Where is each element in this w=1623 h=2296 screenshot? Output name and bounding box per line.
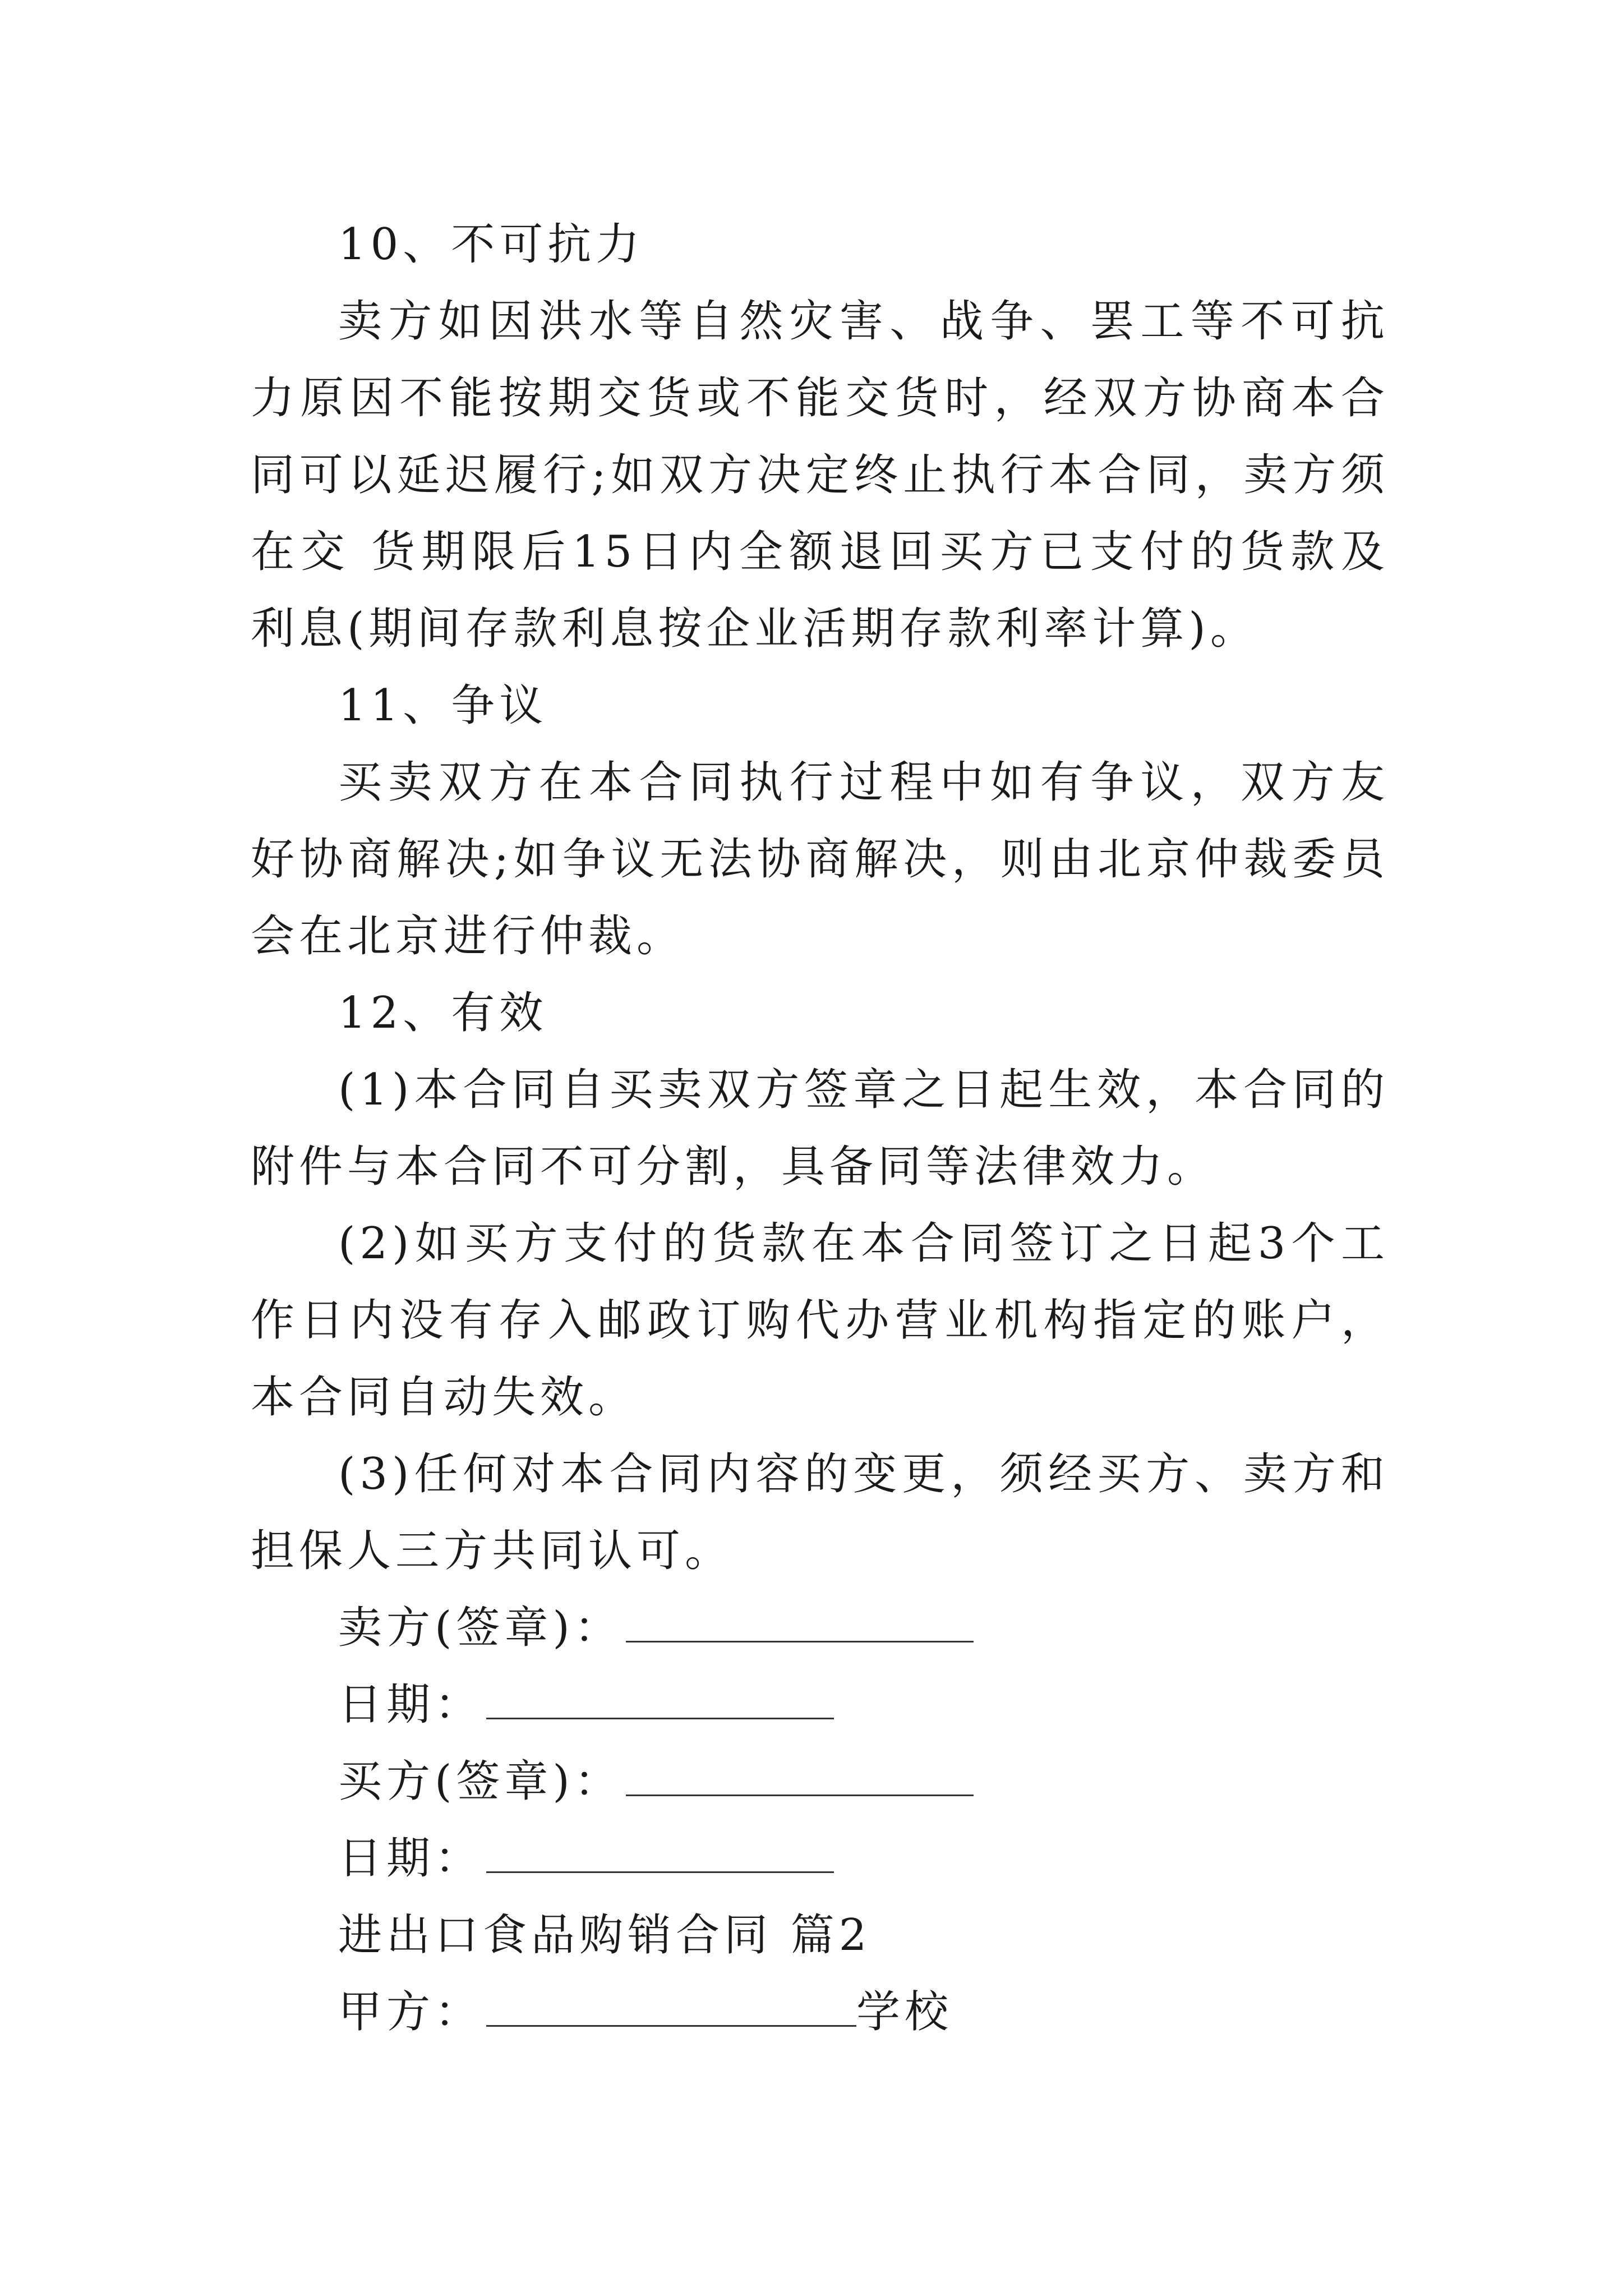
document-content: [251, 206, 1389, 2051]
buyer-signature-line: [251, 1743, 1389, 1820]
section-12-heading: 12、有效: [338, 988, 548, 1038]
buyer-signature-blank: [626, 1751, 974, 1796]
section-11-body: 买卖双方在本合同执行过程中如有争议，双方友好协商解决;如争议无法协商解决，则由北京仲裁委员会在北京进行仲裁。: [251, 757, 1389, 961]
buyer-signature-label: 买方(签章)：: [338, 1756, 623, 1807]
section-12-item-2: (2)如买方支付的货款在本合同签订之日起3个工作日内没有存入邮政订购代办营业机构指定的账户，本合同自动失效。: [251, 1218, 1389, 1423]
seller-date-blank: [486, 1674, 834, 1719]
party-a-blank: [486, 1981, 856, 2027]
buyer-date-line: [251, 1820, 1389, 1897]
section-11-heading: 11、争议: [338, 680, 548, 731]
section-10-heading: 10、不可抗力: [338, 219, 644, 270]
seller-date-label: 日期：: [338, 1680, 483, 1730]
seller-signature-line: [251, 1590, 1389, 1667]
section-12-item-1: (1)本合同自买卖双方签章之日起生效，本合同的附件与本合同不可分割，具备同等法律效力。: [251, 1065, 1389, 1192]
section-12-item-3: (3)任何对本合同内容的变更，须经买方、卖方和担保人三方共同认可。: [251, 1449, 1389, 1576]
party-a-line: [251, 1974, 1389, 2051]
buyer-date-label: 日期：: [338, 1833, 483, 1884]
seller-signature-label: 卖方(签章)：: [338, 1603, 623, 1653]
seller-date-line: [251, 1667, 1389, 1743]
party-a-suffix: 学校: [856, 1987, 953, 2037]
party-a-label: 甲方：: [338, 1987, 483, 2037]
seller-signature-blank: [626, 1597, 974, 1642]
buyer-date-blank: [486, 1828, 834, 1873]
section-10-body: 卖方如因洪水等自然灾害、战争、罢工等不可抗力原因不能按期交货或不能交货时，经双方协商本合同可以延迟履行;如双方决定终止执行本合同，卖方须在交 货期限后15日内全额退回买方已支付的货款及利息(期间存款利息按企业活期存款利率计算)。: [251, 296, 1389, 654]
next-contract-title-text: 进出口食品购销合同 篇2: [338, 1910, 872, 1961]
next-contract-title: [251, 1897, 1389, 1974]
